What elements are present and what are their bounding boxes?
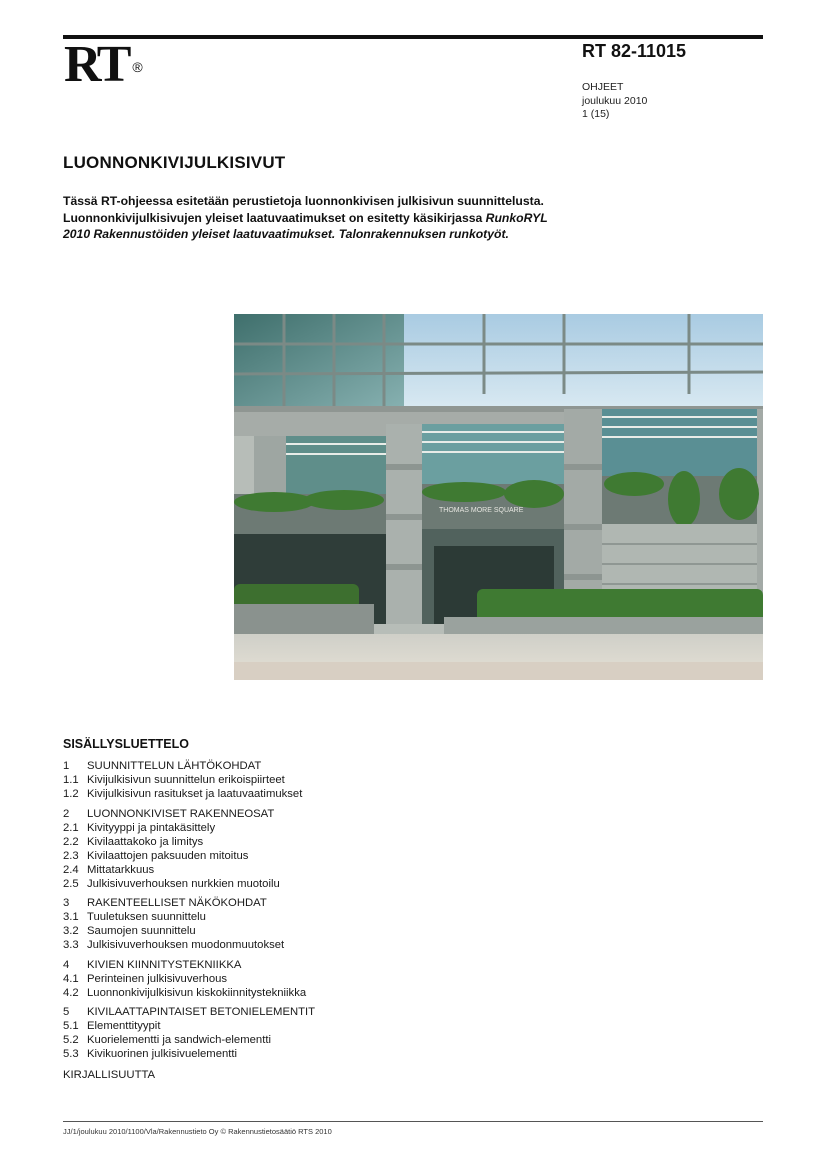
toc-label: Kivikuorinen julkisivuelementti (87, 1048, 238, 1060)
toc-item (63, 773, 315, 787)
toc-number: 1.2 (63, 788, 79, 800)
toc-item (63, 972, 315, 986)
toc-number: 2.1 (63, 821, 79, 834)
toc-item (63, 938, 315, 952)
footer-text: JJ/1/joulukuu 2010/1100/Vla/Rakennustieto Oy © Rakennustietosäätiö RTS 2010 (63, 1127, 332, 1136)
toc-number: 1.1 (63, 774, 79, 786)
intro-reference: RunkoRYL 2010 Rakennustöiden yleiset laatuvaatimukset. Talonrakennuksen runkotyöt. (63, 210, 548, 241)
page-title: LUONNONKIVIJULKISIVUT (63, 153, 286, 172)
toc-number: 3.1 (63, 911, 79, 923)
toc-label: Kivijulkisivun rasitukset ja laatuvaatimukset (87, 788, 303, 800)
toc-label: LUONNONKIVISET RAKENNEOSAT (87, 807, 275, 820)
building-sign: THOMAS MORE SQUARE (439, 507, 524, 514)
toc-label: Tuuletuksen suunnittelu (87, 911, 206, 923)
toc-label: Luonnonkivijulkisivun kiskokiinnitystekniikka (87, 986, 307, 999)
toc-number: 4 (63, 958, 70, 971)
toc-label: Mittatarkkuus (87, 863, 155, 876)
document-meta (582, 81, 647, 122)
toc-number: 4.2 (63, 986, 79, 999)
toc-item (63, 924, 315, 938)
toc-item (63, 863, 315, 877)
toc-number: 5.3 (63, 1048, 79, 1060)
toc-label: Kivijulkisivun suunnittelun erikoispiirteet (87, 774, 285, 786)
toc-references: KIRJALLISUUTTA (63, 1069, 156, 1081)
toc-label: Kivilaattakoko ja limitys (87, 835, 204, 848)
toc-item (63, 910, 315, 924)
rt-logo (64, 36, 143, 93)
building-photo (234, 314, 763, 680)
toc-title: SISÄLLYSLUETTELO (63, 737, 189, 751)
toc-item (63, 787, 315, 801)
toc-label: Kivityyppi ja pintakäsittely (87, 821, 216, 834)
toc-number: 1 (63, 760, 70, 772)
toc-item (63, 835, 315, 849)
toc-number: 2.3 (63, 849, 79, 862)
intro-text: Tässä RT-ohjeessa esitetään perustietoja luonnonkivisen julkisivun suunnittelusta. Luonnonkivijulkisivujen yleiset laatuvaatimukset on esitetty käsikirjassa (63, 194, 544, 225)
toc-number: 2.4 (63, 863, 79, 876)
toc-number: 2 (63, 807, 70, 820)
registered-mark: ® (132, 59, 143, 75)
toc-section (63, 1005, 315, 1019)
toc-item (63, 877, 315, 891)
toc-section (63, 759, 315, 773)
toc-number: 4.1 (63, 972, 79, 985)
toc-label: Elementtityypit (87, 1020, 161, 1032)
toc-item (63, 821, 315, 835)
toc-label: KIVILAATTAPINTAISET BETONIELEMENTIT (87, 1006, 316, 1018)
toc-number: 5.2 (63, 1034, 79, 1046)
logo-text: RT (64, 36, 129, 93)
toc-label: Julkisivuverhouksen nurkkien muotoilu (87, 877, 280, 890)
intro-paragraph (63, 193, 563, 243)
doc-date: joulukuu 2010 (582, 94, 648, 107)
toc-label: Saumojen suunnittelu (87, 925, 196, 937)
table-of-contents (63, 759, 315, 1082)
toc-number: 3.2 (63, 925, 79, 937)
toc-label: KIVIEN KIINNITYSTEKNIIKKA (87, 958, 242, 971)
toc-number: 2.2 (63, 835, 79, 848)
top-rule (63, 35, 763, 39)
toc-label: Kivilaattojen paksuuden mitoitus (87, 849, 249, 862)
toc-number: 2.5 (63, 877, 79, 890)
page-number: 1 (15) (582, 108, 610, 120)
toc-item (63, 1033, 315, 1047)
toc-label: Perinteinen julkisivuverhous (87, 972, 228, 985)
toc-item (63, 1019, 315, 1033)
bottom-rule (63, 1121, 763, 1122)
doc-type: OHJEET (582, 81, 624, 93)
toc-item (63, 1047, 315, 1061)
toc-label: Julkisivuverhouksen muodonmuutokset (87, 939, 285, 951)
toc-label: Kuorielementti ja sandwich-elementti (87, 1034, 271, 1046)
toc-item (63, 849, 315, 863)
toc-section (63, 958, 315, 972)
toc-item (63, 986, 315, 1000)
toc-number: 3 (63, 897, 70, 909)
toc-section (63, 896, 315, 910)
toc-number: 5.1 (63, 1020, 79, 1032)
toc-label: SUUNNITTELUN LÄHTÖKOHDAT (87, 760, 262, 772)
toc-section (63, 807, 315, 821)
toc-number: 5 (63, 1006, 70, 1018)
toc-number: 3.3 (63, 939, 79, 951)
document-id: RT 82-11015 (582, 41, 687, 61)
toc-label: RAKENTEELLISET NÄKÖKOHDAT (87, 897, 267, 909)
